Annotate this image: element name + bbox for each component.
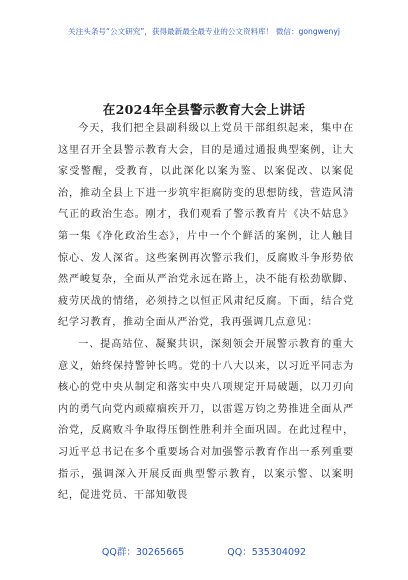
header-promo-note: 关注头条号“公文研究”，获得最新最全最专业的公文资料库！ 微信：gongwenyj <box>68 27 340 36</box>
document-title: 在2024年全县警示教育大会上讲话 <box>102 102 306 117</box>
footer-qq-group: QQ群：30265665 <box>101 547 185 558</box>
body-paragraph-intro: 今天，我们把全县副科级以上党员干部组织起来，集中在这里召开全县警示教育大会，目的是通过通报典型案例，让大家受警醒，受教育，以此深化以案为鉴、以案促改、以案促治，推动全县上下进一步筑牢拒腐防变的思想防线，营造风清气正的政治生态。刚才，我们观看了警示教育片《决不姑息》第一集《净化政治生态》，片中一个个鲜活的案例，让人触目惊心、发人深省。这些案例再次警示我们，反腐败斗争形势依然严峻复杂，全面从严治党永远在路上，决不能有松劲歇脚、疲劳厌战的情绪，必须持之以恒正风肃纪反腐。下面，结合党纪学习教育，推动全面从严治党，我再强调几点意见： <box>58 123 354 329</box>
document-body <box>58 118 354 507</box>
body-paragraph-section-one: 一、提高站位、凝聚共识，深刻领会开展警示教育的重大意义，始终保持警钟长鸣。党的十八大以来，以习近平同志为核心的党中央从制定和落实中央八项规定开局破题，以刀刃向内的勇气向党内顽瘴痼疾开刀，以雷霆万钧之势推进全面从严治党，反腐败斗争取得压倒性胜利并全面巩固。在此过程中，习近平总书记在多个重要场合对加强警示教育作出一系列重要指示，强调深入开展反面典型警示教育，以案示警、以案明纪，促进党员、干部知敬畏 <box>58 338 354 502</box>
footer-qq-number: QQ：535304092 <box>227 547 307 558</box>
footer-contact <box>0 544 408 558</box>
